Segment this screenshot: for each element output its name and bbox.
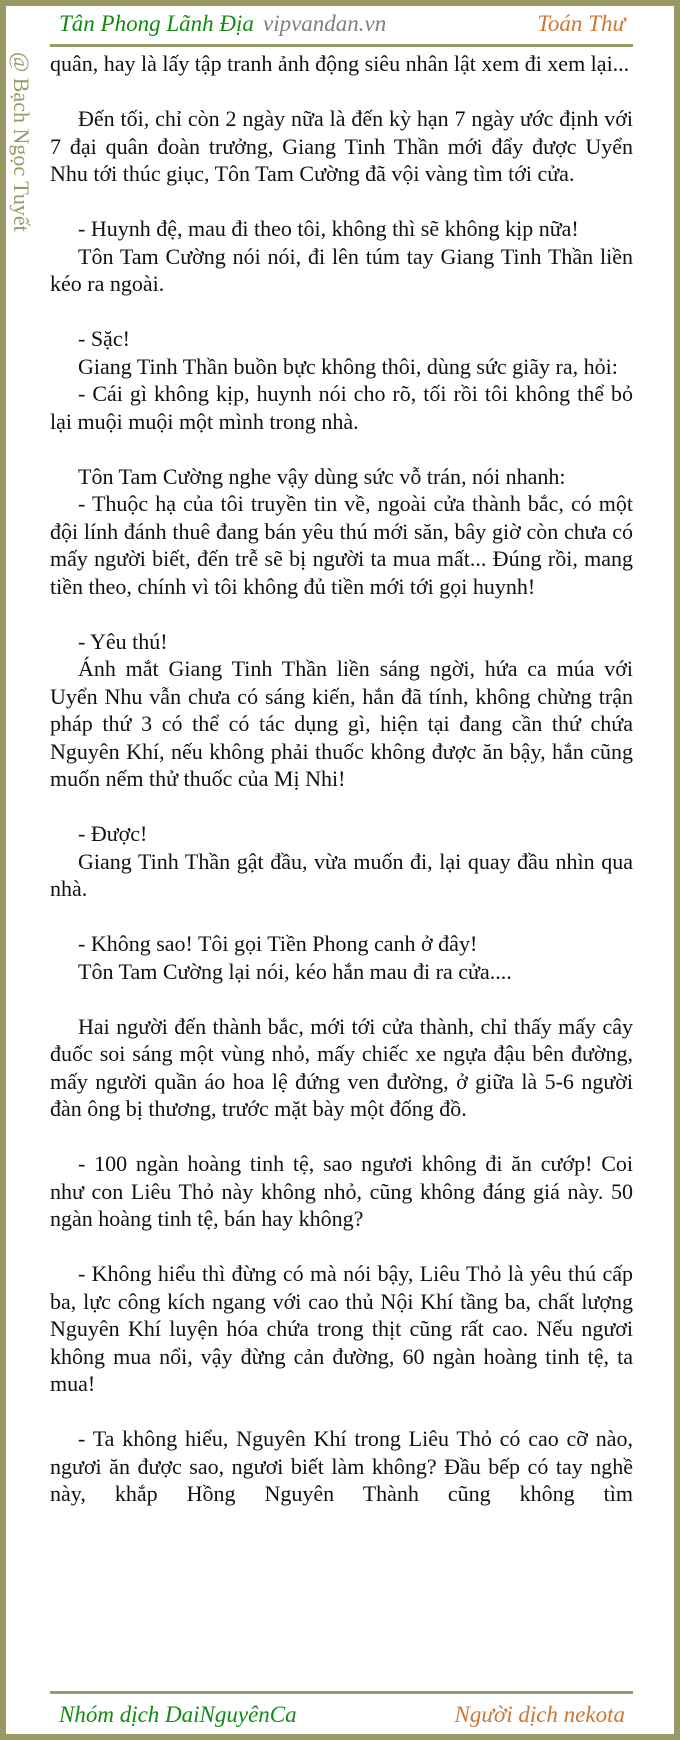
translation-group: Nhóm dịch DaiNguyênCa [59, 1702, 297, 1727]
paragraph-group [50, 325, 633, 435]
watermark-text: @ Bạch Ngọc Tuyết [9, 52, 34, 232]
page [6, 6, 674, 1734]
paragraph-group [50, 463, 633, 601]
page-footer [50, 1691, 633, 1734]
page-header [50, 6, 633, 47]
paragraph: - Thuộc hạ của tôi truyền tin về, ngoài cửa thành bắc, có một đội lính đánh thuê đang bán yêu thú mới săn, bây giờ còn chưa có mấy người biết, đến trễ sẽ bị người ta mua mất... Đúng rồi, mang tiền theo, chính vì tôi không đủ tiền mới tới gọi huynh! [50, 491, 633, 599]
paragraph: - Ta không hiểu, Nguyên Khí trong Liêu Thỏ có cao cỡ nào, ngươi ăn được sao, ngươi biết làm không? Đầu bếp có tay nghề này, khắp Hồng Nguyên Thành cũng không tìm [50, 1426, 633, 1506]
paragraph: Đến tối, chỉ còn 2 ngày nữa là đến kỳ hạn 7 ngày ước định với 7 đại quân đoàn trưởng, Giang Tinh Thần mới đẩy được Uyển Nhu tới thúc giục, Tôn Tam Cường đã vội vàng tìm tới cửa. [50, 106, 633, 186]
paragraph: Hai người đến thành bắc, mới tới cửa thành, chỉ thấy mấy cây đuốc soi sáng một vùng nhỏ, mấy chiếc xe ngựa đậu bên đường, mấy người quần áo hoa lệ đứng ven đường, ở giữa là 5-6 người đàn ông bị thương, trước mặt bày một đống đồ. [50, 1013, 633, 1121]
paragraph-group [50, 1150, 633, 1233]
paragraph: - Yêu thú! [78, 628, 168, 654]
paragraph-group [50, 930, 633, 985]
paragraph-group [50, 628, 633, 793]
paragraph: Tôn Tam Cường nghe vậy dùng sức vỗ trán, nói nhanh: [78, 463, 566, 489]
paragraph-group [50, 215, 633, 298]
paragraph: Ánh mắt Giang Tinh Thần liền sáng ngời, hứa ca múa với Uyển Nhu vẫn chưa có sáng kiến, hắn đã tính, không chừng trận pháp thứ 3 có thể có tác dụng gì, hiện tại đang cần thứ chứa Nguyên Khí, nếu không phải thuốc không được ăn bậy, hắn cũng muốn nếm thử thuốc của Mị Nhi! [50, 656, 633, 791]
paragraph: - Không sao! Tôi gọi Tiền Phong canh ở đây! [78, 931, 478, 956]
paragraph: - Được! [78, 821, 148, 846]
book-title: Tân Phong Lãnh Địa [59, 11, 254, 36]
paragraph: - 100 ngàn hoàng tinh tệ, sao ngươi không đi ăn cướp! Coi như con Liêu Thỏ này không nhỏ, cũng không đáng giá này. 50 ngàn hoàng tinh tệ, bán hay không? [50, 1151, 633, 1231]
paragraph: Giang Tinh Thần buồn bực không thôi, dùng sức giãy ra, hỏi: [78, 353, 618, 379]
paragraph: - Sặc! [78, 326, 130, 351]
paragraph: Tôn Tam Cường nói nói, đi lên túm tay Giang Tinh Thần liền kéo ra ngoài. [50, 243, 633, 296]
sidebar-watermark [9, 50, 37, 270]
paragraph-group [50, 820, 633, 903]
paragraph: quân, hay là lấy tập tranh ảnh động siêu nhân lật xem đi xem lại... [50, 51, 630, 76]
author-name: Toán Thư [537, 11, 625, 36]
paragraph-group [50, 1260, 633, 1398]
translator-name: Người dịch nekota [454, 1702, 625, 1727]
chapter-body [50, 50, 633, 1535]
paragraph-group [50, 1013, 633, 1123]
paragraph: - Cái gì không kịp, huynh nói cho rõ, tối rồi tôi không thể bỏ lại muội muội một mình trong nhà. [50, 381, 633, 434]
paragraph: - Huynh đệ, mau đi theo tôi, không thì sẽ không kịp nữa! [78, 216, 579, 241]
paragraph-group [50, 50, 633, 78]
paragraph: - Không hiểu thì đừng có mà nói bậy, Liêu Thỏ là yêu thú cấp ba, lực công kích ngang với cao thủ Nội Khí tầng ba, chất lượng Nguyên Khí luyện hóa chứa trong thịt cũng rất cao. Nếu ngươi không mua nổi, vậy đừng cản đường, 60 ngàn hoàng tinh tệ, ta mua! [50, 1261, 633, 1396]
paragraph: Tôn Tam Cường lại nói, kéo hắn mau đi ra cửa.... [78, 958, 512, 984]
paragraph-group [50, 105, 633, 188]
paragraph-group [50, 1425, 633, 1508]
site-name: vipvandan.vn [263, 11, 387, 36]
paragraph: Giang Tinh Thần gật đầu, vừa muốn đi, lại quay đầu nhìn qua nhà. [50, 848, 633, 901]
